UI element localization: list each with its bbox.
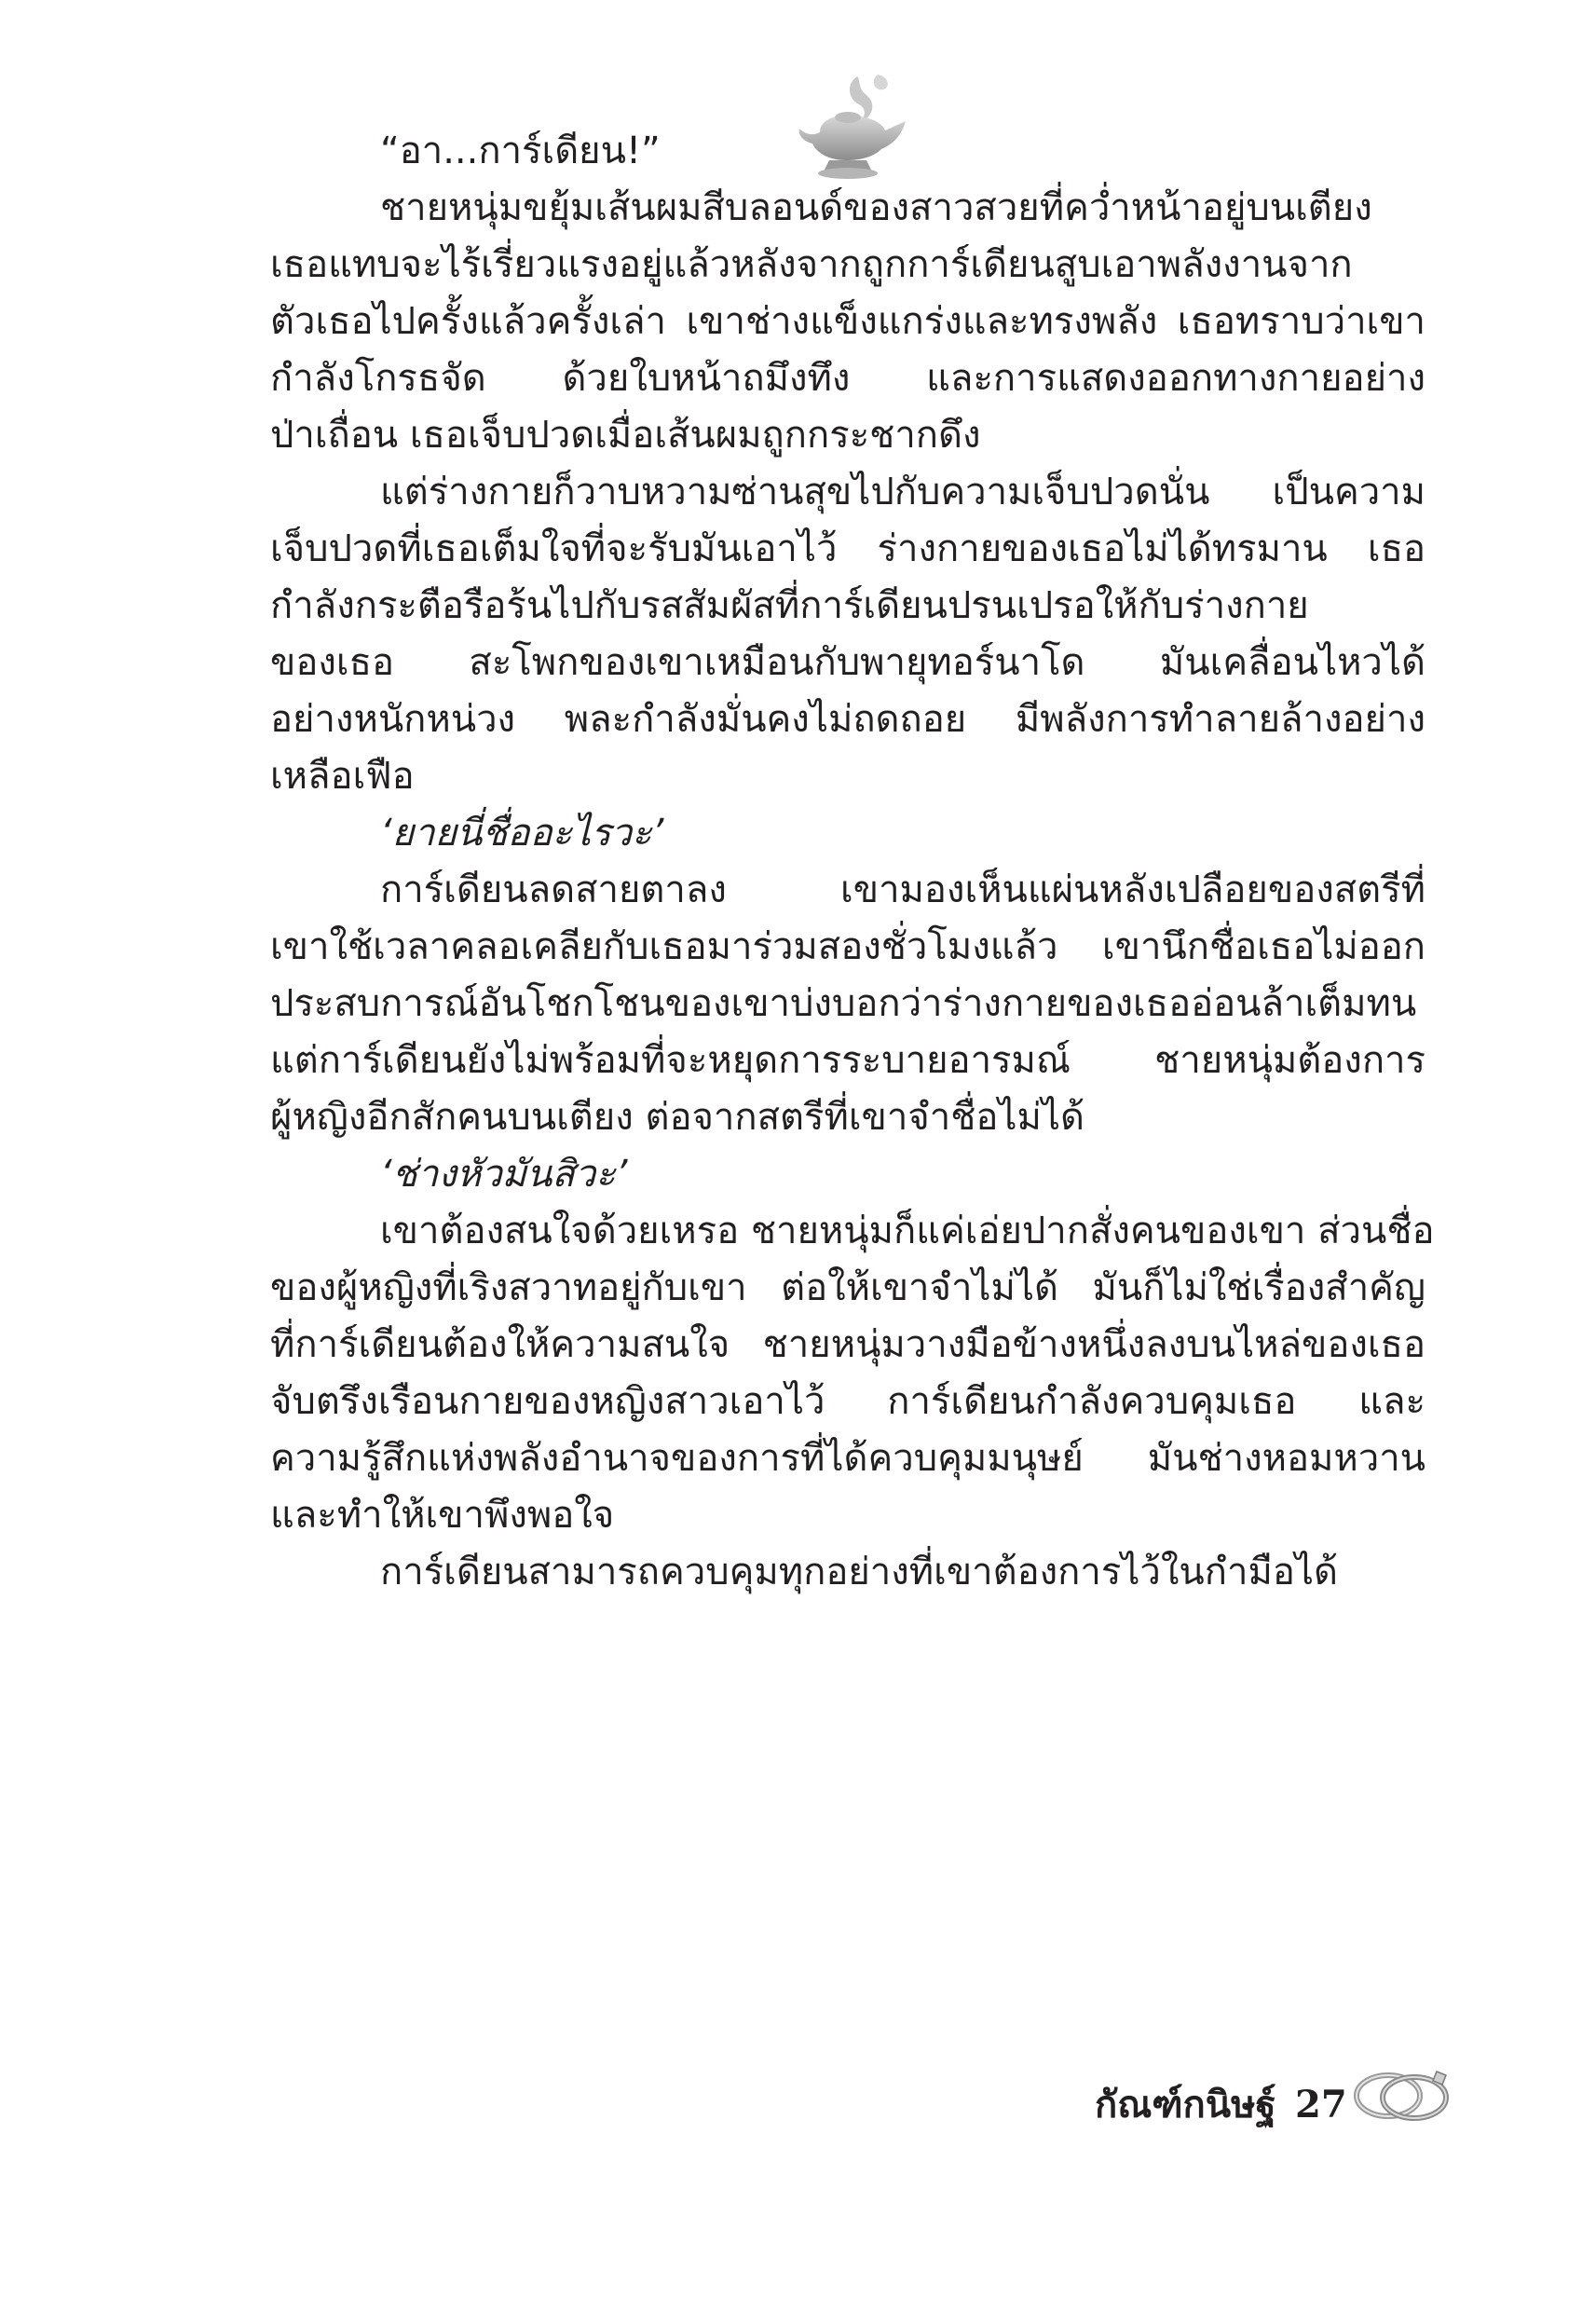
text-line-italic: ‘ยายนี่ชื่ออะไรวะ’ <box>380 812 664 855</box>
text-line: เขาต้องสนใจด้วยเหรอ ชายหนุ่มก็แค่เอ่ยปากสั่งคนของเขา ส่วนชื่อ <box>380 1210 1435 1252</box>
text-line: แต่ร่างกายก็วาบหวามซ่านสุขไปกับความเจ็บปวดนั่น เป็นความ <box>380 471 1425 513</box>
text-line: แต่การ์เดียนยังไม่พร้อมที่จะหยุดการระบายอารมณ์ ชายหนุ่มต้องการ <box>270 1039 1425 1082</box>
text-line: เขาใช้เวลาคลอเคลียกับเธอมาร่วมสองชั่วโมงแล้ว เขานึกชื่อเธอไม่ออก <box>270 925 1425 968</box>
running-footer-title: กัณฑ์กนิษฐ์ <box>1095 2083 1276 2126</box>
text-line: การ์เดียนลดสายตาลง เขามองเห็นแผ่นหลังเปลือยของสตรีที่ <box>380 868 1425 911</box>
text-line: ความรู้สึกแห่งพลังอำนาจของการที่ได้ควบคุมมนุษย์ มันช่างหอมหวาน <box>270 1437 1425 1480</box>
text-line: จับตรึงเรือนกายของหญิงสาวเอาไว้ การ์เดียนกำลังควบคุมเธอ และ <box>270 1380 1425 1423</box>
text-line: กำลังกระตือรือร้นไปกับรสสัมผัสที่การ์เดียนปรนเปรอให้กับร่างกาย <box>270 584 1309 627</box>
text-line: และทำให้เขาพึงพอใจ <box>270 1494 615 1537</box>
text-line: ที่การ์เดียนต้องให้ความสนใจ ชายหนุ่มวางมือข้างหนึ่งลงบนไหล่ของเธอ <box>270 1323 1425 1366</box>
text-line: ผู้หญิงอีกสักคนบนเตียง ต่อจากสตรีที่เขาจำชื่อไม่ได้ <box>270 1096 1084 1139</box>
text-line: การ์เดียนสามารถควบคุมทุกอย่างที่เขาต้องการไว้ในกำมือได้ <box>380 1551 1338 1593</box>
text-line: อย่างหนักหน่วง พละกำลังมั่นคงไม่ถดถอย มีพลังการทำลายล้างอย่าง <box>270 698 1425 741</box>
text-line: เหลือเฟือ <box>270 755 415 798</box>
text-line: ประสบการณ์อันโชกโชนของเขาบ่งบอกว่าร่างกายของเธออ่อนล้าเต็มทน <box>270 982 1417 1025</box>
text-line: “อา...การ์เดียน!” <box>380 130 661 172</box>
text-line: ป่าเถื่อน เธอเจ็บปวดเมื่อเส้นผมถูกกระชากดึง <box>270 414 981 457</box>
text-line: ชายหนุ่มขยุ้มเส้นผมสีบลอนด์ของสาวสวยที่คว่ำหน้าอยู่บนเตียง <box>380 186 1372 229</box>
text-line: เธอแทบจะไร้เรี่ยวแรงอยู่แล้วหลังจากถูกการ์เดียนสูบเอาพลังงานจาก <box>270 243 1353 286</box>
text-line: เจ็บปวดที่เธอเต็มใจที่จะรับมันเอาไว้ ร่างกายของเธอไม่ได้ทรมาน เธอ <box>270 527 1425 570</box>
text-line-italic: ‘ช่างหัวมันสิวะ’ <box>380 1153 628 1196</box>
text-line: กำลังโกรธจัด ด้วยใบหน้าถมึงทึง และการแสดงออกทางกายอย่าง <box>270 357 1425 400</box>
wedding-rings-icon <box>1351 2055 1458 2129</box>
page-number: 27 <box>1295 2083 1347 2126</box>
text-line: ของเธอ สะโพกของเขาเหมือนกับพายุทอร์นาโด มันเคลื่อนไหวได้ <box>270 641 1425 684</box>
text-line: ของผู้หญิงที่เริงสวาทอยู่กับเขา ต่อให้เขาจำไม่ได้ มันก็ไม่ใช่เรื่องสำคัญ <box>270 1266 1425 1309</box>
text-line: ตัวเธอไปครั้งแล้วครั้งเล่า เขาช่างแข็งแกร่งและทรงพลัง เธอทราบว่าเขา <box>270 300 1425 343</box>
